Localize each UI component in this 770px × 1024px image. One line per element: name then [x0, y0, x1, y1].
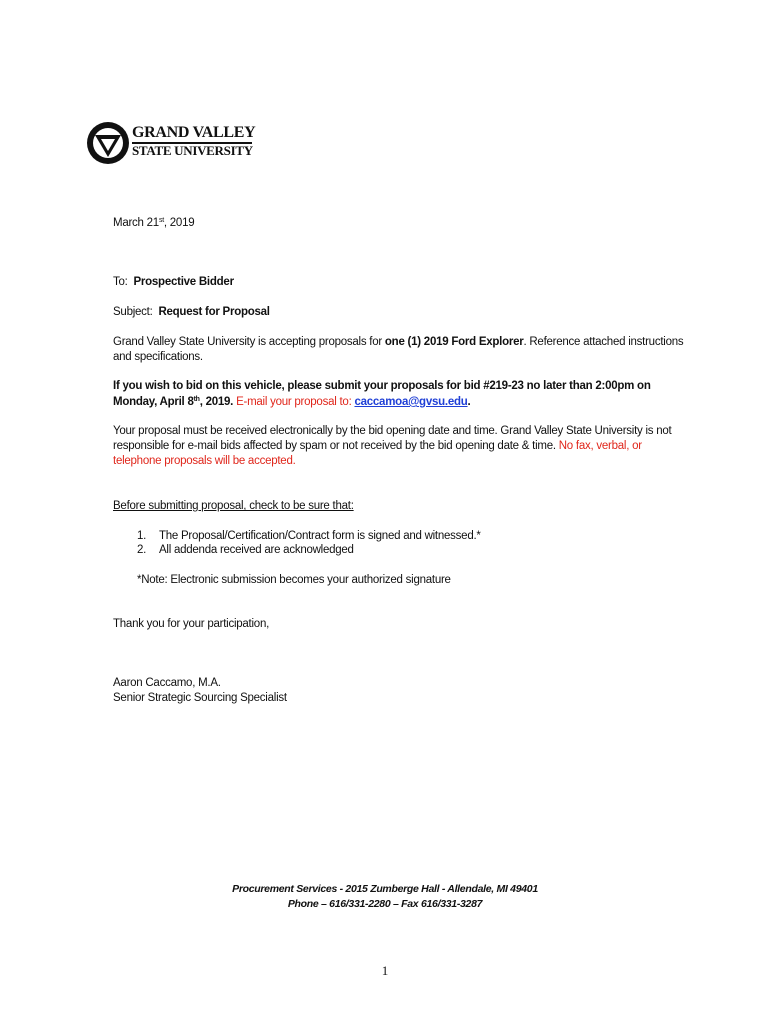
subject-value: Request for Proposal: [158, 306, 270, 318]
closing-thanks: Thank you for your participation,: [113, 618, 270, 630]
paragraph-1-line-1: Grand Valley State University is accepting proposals for one (1) 2019 Ford Explorer. Reference attached instructions: [113, 336, 684, 348]
letter-date: March 21st, 2019: [113, 217, 195, 229]
checklist-item-text: All addenda received are acknowledged: [159, 544, 354, 556]
gvsu-logo: [86, 119, 256, 169]
paragraph-3-line-2: responsible for e-mail bids affected by spam or not received by the bid opening date & time. No fax, verbal, or: [113, 440, 642, 452]
to-label: To:: [113, 276, 128, 288]
page-number: 1: [381, 963, 389, 978]
checklist-heading: Before submitting proposal, check to be sure that:: [113, 500, 354, 512]
gvsu-emblem-icon: [86, 119, 132, 167]
signature-name: Aaron Caccamo, M.A.: [113, 677, 221, 689]
checklist-item: [137, 543, 146, 558]
footer-phone: Phone – 616/331-2280 – Fax 616/331-3287: [287, 898, 483, 910]
signature-note: *Note: Electronic submission becomes your authorized signature: [137, 574, 451, 586]
checklist-item-number: 1.: [137, 530, 147, 542]
paragraph-3-line-1: Your proposal must be received electronically by the bid opening date and time. Grand Valley State University is not: [113, 425, 672, 437]
paragraph-2-line-2: Monday, April 8th, 2019. E-mail your proposal to: caccamoa@gvsu.edu.: [113, 396, 471, 408]
paragraph-1-line-2: and specifications.: [113, 351, 203, 363]
paragraph-3-line-3: telephone proposals will be accepted.: [113, 455, 296, 467]
checklist-item-number: 2.: [137, 544, 147, 556]
logo-text-line2: STATE UNIVERSITY: [132, 143, 253, 158]
checklist-item: [137, 529, 146, 544]
subject-label: Subject:: [113, 306, 153, 318]
checklist-item-text: The Proposal/Certification/Contract form is signed and witnessed.*: [159, 530, 481, 542]
email-link[interactable]: caccamoa@gvsu.edu: [354, 396, 468, 408]
signature-title: Senior Strategic Sourcing Specialist: [113, 692, 287, 704]
logo-text-line1: GRAND VALLEY: [132, 124, 256, 141]
footer-address: Procurement Services - 2015 Zumberge Hall - Allendale, MI 49401: [232, 883, 538, 895]
subject-line: [113, 305, 270, 320]
paragraph-2-line-1: If you wish to bid on this vehicle, please submit your proposals for bid #219-23 no later than 2:00pm on: [113, 380, 651, 392]
to-value: Prospective Bidder: [133, 276, 234, 288]
to-line: [113, 275, 234, 290]
